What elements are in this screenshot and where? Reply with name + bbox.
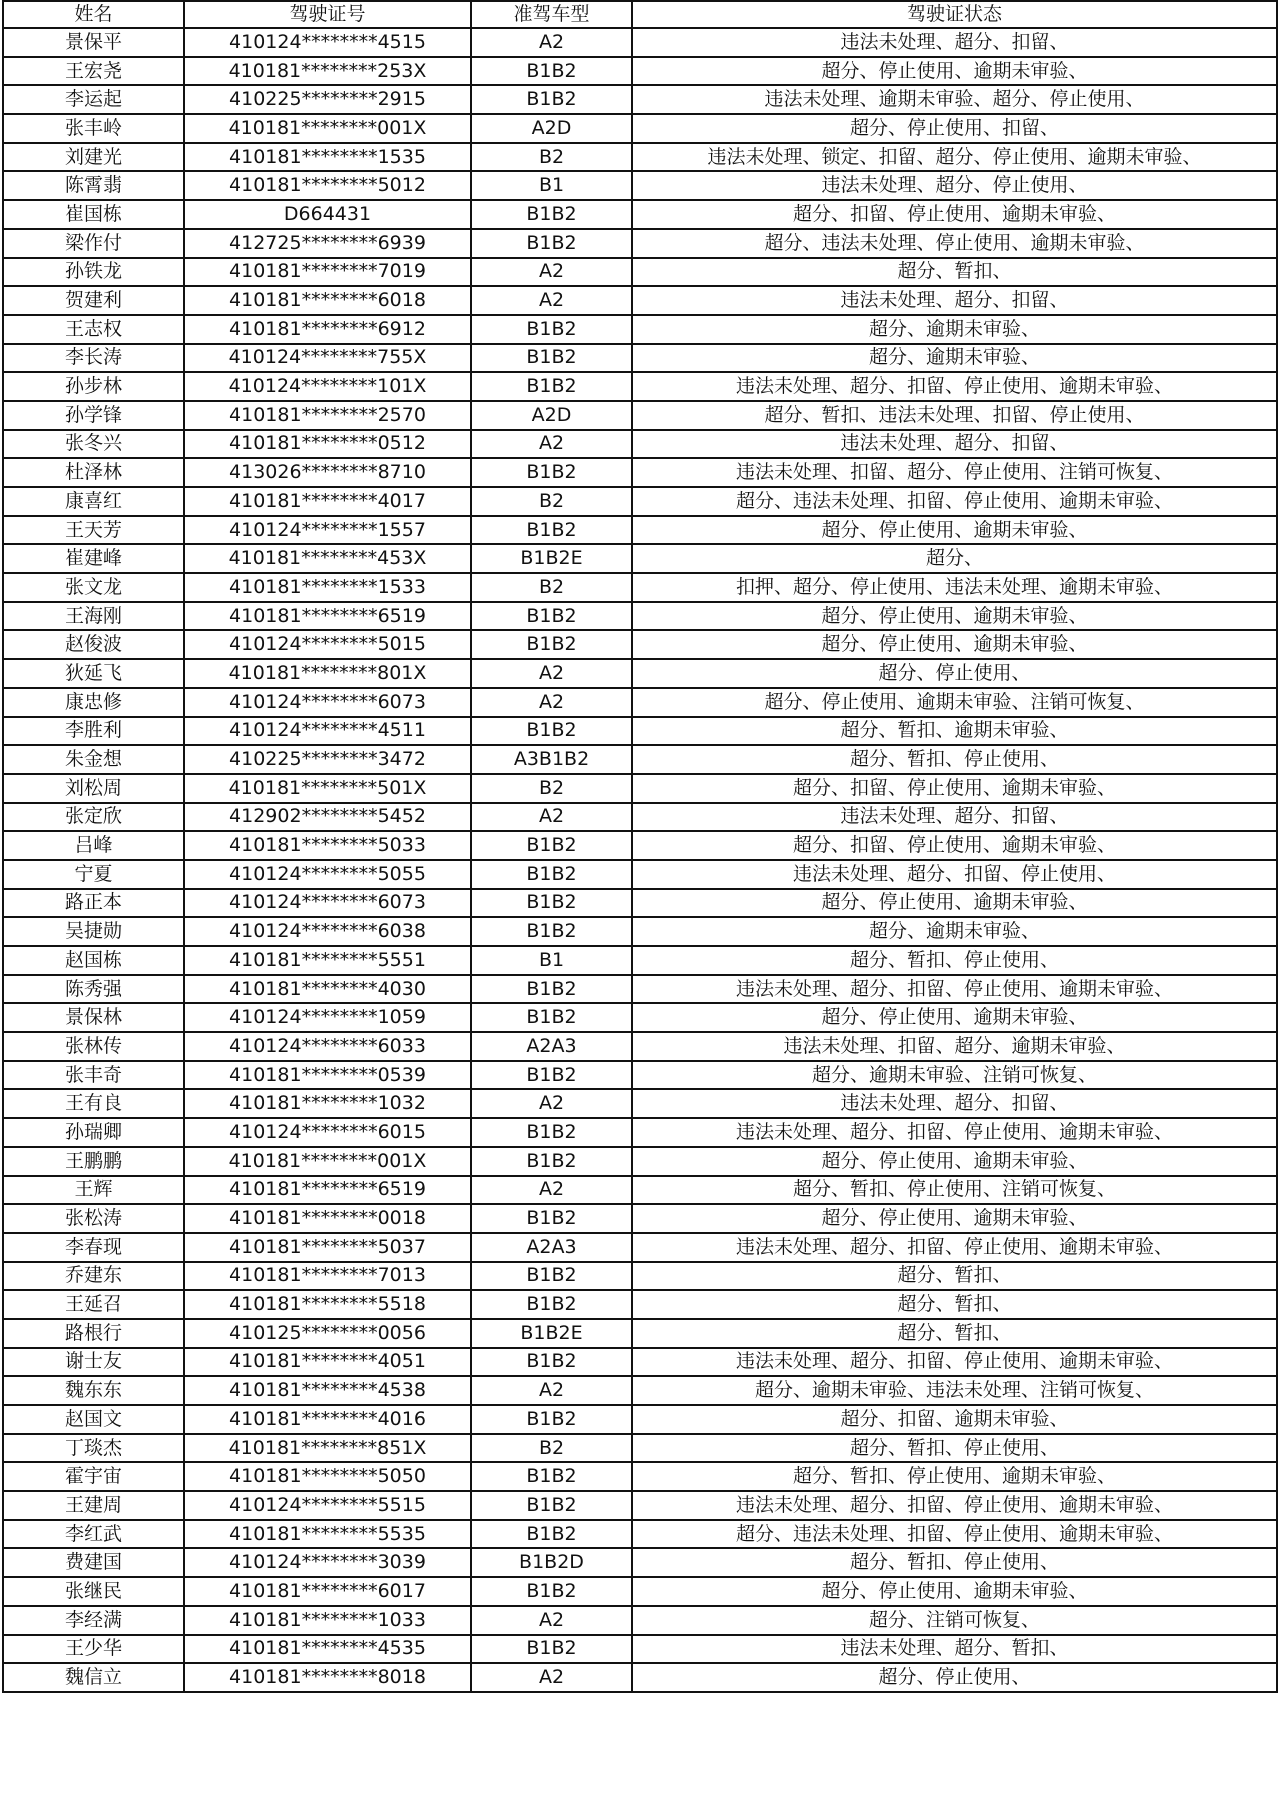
cell-license-number: 410181********7019 [184, 258, 471, 287]
header-row [3, 1, 1277, 28]
cell-license-status: 超分、停止使用、逾期未审验、 [632, 1147, 1277, 1176]
cell-name: 丁琰杰 [3, 1434, 184, 1463]
table-row [3, 1118, 1277, 1147]
cell-vehicle-class: B1B2 [471, 1491, 632, 1520]
table-row [3, 200, 1277, 229]
cell-vehicle-class: A2 [471, 688, 632, 717]
cell-name: 孙铁龙 [3, 258, 184, 287]
cell-license-status: 超分、逾期未审验、 [632, 917, 1277, 946]
cell-vehicle-class: B1B2 [471, 85, 632, 114]
cell-vehicle-class: A2 [471, 28, 632, 57]
cell-license-status: 超分、暂扣、停止使用、 [632, 946, 1277, 975]
cell-license-number: 410181********5535 [184, 1520, 471, 1549]
cell-license-status: 超分、逾期未审验、 [632, 315, 1277, 344]
cell-vehicle-class: A2 [471, 1663, 632, 1692]
cell-vehicle-class: B1B2 [471, 315, 632, 344]
table-row [3, 1204, 1277, 1233]
cell-license-status: 超分、停止使用、逾期未审验、注销可恢复、 [632, 688, 1277, 717]
cell-name: 王有良 [3, 1089, 184, 1118]
cell-vehicle-class: B2 [471, 487, 632, 516]
cell-license-number: 410181********6519 [184, 1176, 471, 1205]
cell-license-number: 410181********801X [184, 659, 471, 688]
table-row [3, 516, 1277, 545]
cell-license-number: 410181********5050 [184, 1462, 471, 1491]
cell-name: 景保平 [3, 28, 184, 57]
cell-vehicle-class: B1B2D [471, 1548, 632, 1577]
table-row [3, 344, 1277, 373]
cell-name: 赵俊波 [3, 630, 184, 659]
cell-vehicle-class: B1B2 [471, 1577, 632, 1606]
cell-license-number: 410124********1557 [184, 516, 471, 545]
cell-license-number: 410124********1059 [184, 1003, 471, 1032]
table-row [3, 1376, 1277, 1405]
table-row [3, 1348, 1277, 1377]
cell-vehicle-class: A2 [471, 1606, 632, 1635]
cell-license-status: 超分、暂扣、 [632, 1319, 1277, 1348]
cell-name: 魏信立 [3, 1663, 184, 1692]
cell-vehicle-class: B1B2 [471, 229, 632, 258]
table-row [3, 1577, 1277, 1606]
cell-license-number: 410181********4030 [184, 975, 471, 1004]
cell-license-number: 410181********1535 [184, 143, 471, 172]
cell-license-number: 410124********6015 [184, 1118, 471, 1147]
cell-name: 李春现 [3, 1233, 184, 1262]
cell-license-number: 410181********0512 [184, 430, 471, 459]
cell-license-status: 违法未处理、超分、扣留、停止使用、 [632, 860, 1277, 889]
table-row [3, 1147, 1277, 1176]
cell-name: 孙学锋 [3, 401, 184, 430]
table-row [3, 946, 1277, 975]
cell-license-number: 410225********2915 [184, 85, 471, 114]
table-row [3, 1405, 1277, 1434]
cell-license-number: 410181********0018 [184, 1204, 471, 1233]
cell-name: 李长涛 [3, 344, 184, 373]
cell-name: 刘建光 [3, 143, 184, 172]
cell-license-number: 410181********5551 [184, 946, 471, 975]
table-row [3, 401, 1277, 430]
cell-license-number: 410181********1533 [184, 573, 471, 602]
cell-license-number: 410181********453X [184, 544, 471, 573]
cell-vehicle-class: B1B2 [471, 1462, 632, 1491]
cell-license-status: 超分、暂扣、 [632, 1290, 1277, 1319]
table-row [3, 315, 1277, 344]
cell-name: 乔建东 [3, 1262, 184, 1291]
cell-license-status: 超分、逾期未审验、 [632, 344, 1277, 373]
cell-license-number: 410124********5055 [184, 860, 471, 889]
cell-vehicle-class: B2 [471, 774, 632, 803]
cell-name: 魏东东 [3, 1376, 184, 1405]
cell-license-status: 超分、停止使用、逾期未审验、 [632, 1577, 1277, 1606]
cell-vehicle-class: B2 [471, 1434, 632, 1463]
cell-license-status: 超分、停止使用、逾期未审验、 [632, 1204, 1277, 1233]
cell-name: 崔国栋 [3, 200, 184, 229]
cell-license-status: 违法未处理、扣留、超分、停止使用、注销可恢复、 [632, 458, 1277, 487]
cell-vehicle-class: B1 [471, 946, 632, 975]
cell-name: 张丰奇 [3, 1061, 184, 1090]
cell-license-number: 410181********4535 [184, 1635, 471, 1664]
table-row [3, 602, 1277, 631]
cell-license-number: 410181********501X [184, 774, 471, 803]
table-row [3, 1089, 1277, 1118]
cell-vehicle-class: B1B2 [471, 831, 632, 860]
cell-license-number: 410124********6073 [184, 889, 471, 918]
table-row [3, 1061, 1277, 1090]
cell-license-status: 违法未处理、超分、扣留、停止使用、逾期未审验、 [632, 1118, 1277, 1147]
cell-license-number: 410181********4538 [184, 1376, 471, 1405]
cell-license-status: 超分、暂扣、停止使用、逾期未审验、 [632, 1462, 1277, 1491]
cell-name: 贺建利 [3, 286, 184, 315]
table-row [3, 430, 1277, 459]
cell-license-number: 410181********5037 [184, 1233, 471, 1262]
cell-license-status: 违法未处理、超分、扣留、 [632, 28, 1277, 57]
cell-license-number: 410181********5012 [184, 171, 471, 200]
cell-name: 景保林 [3, 1003, 184, 1032]
table-row [3, 573, 1277, 602]
table-row [3, 860, 1277, 889]
cell-vehicle-class: B1B2 [471, 975, 632, 1004]
cell-license-status: 超分、停止使用、逾期未审验、 [632, 602, 1277, 631]
table-row [3, 28, 1277, 57]
cell-name: 李经满 [3, 1606, 184, 1635]
cell-vehicle-class: B1B2 [471, 717, 632, 746]
cell-vehicle-class: B1B2 [471, 1635, 632, 1664]
cell-license-status: 超分、暂扣、 [632, 1262, 1277, 1291]
table-row [3, 258, 1277, 287]
cell-name: 王少华 [3, 1635, 184, 1664]
table-row [3, 917, 1277, 946]
table-row [3, 286, 1277, 315]
cell-vehicle-class: A2 [471, 803, 632, 832]
cell-license-status: 超分、停止使用、扣留、 [632, 114, 1277, 143]
cell-license-status: 超分、停止使用、逾期未审验、 [632, 889, 1277, 918]
cell-name: 张冬兴 [3, 430, 184, 459]
cell-vehicle-class: B1B2 [471, 1118, 632, 1147]
cell-license-number: 410124********4515 [184, 28, 471, 57]
table-row [3, 229, 1277, 258]
table-row [3, 114, 1277, 143]
cell-license-status: 超分、注销可恢复、 [632, 1606, 1277, 1635]
cell-license-status: 超分、暂扣、 [632, 258, 1277, 287]
table-row [3, 1290, 1277, 1319]
cell-name: 王延召 [3, 1290, 184, 1319]
cell-name: 孙瑞卿 [3, 1118, 184, 1147]
cell-license-status: 超分、扣留、逾期未审验、 [632, 1405, 1277, 1434]
cell-license-number: 410181********6912 [184, 315, 471, 344]
cell-license-status: 违法未处理、超分、扣留、停止使用、逾期未审验、 [632, 372, 1277, 401]
cell-vehicle-class: B1B2E [471, 1319, 632, 1348]
table-row [3, 1491, 1277, 1520]
cell-license-status: 违法未处理、超分、扣留、停止使用、逾期未审验、 [632, 1491, 1277, 1520]
table-row [3, 85, 1277, 114]
cell-vehicle-class: B1B2 [471, 1348, 632, 1377]
table-row [3, 143, 1277, 172]
cell-name: 路正本 [3, 889, 184, 918]
cell-license-status: 超分、扣留、停止使用、逾期未审验、 [632, 200, 1277, 229]
cell-license-status: 违法未处理、超分、暂扣、 [632, 1635, 1277, 1664]
cell-license-number: 410181********4051 [184, 1348, 471, 1377]
cell-name: 梁作付 [3, 229, 184, 258]
cell-license-status: 超分、扣留、停止使用、逾期未审验、 [632, 831, 1277, 860]
cell-name: 张丰岭 [3, 114, 184, 143]
cell-license-status: 超分、暂扣、停止使用、注销可恢复、 [632, 1176, 1277, 1205]
cell-name: 康喜红 [3, 487, 184, 516]
cell-vehicle-class: A3B1B2 [471, 745, 632, 774]
table-row [3, 372, 1277, 401]
cell-license-number: 410181********6519 [184, 602, 471, 631]
table-row [3, 774, 1277, 803]
cell-vehicle-class: B1B2 [471, 344, 632, 373]
cell-name: 王辉 [3, 1176, 184, 1205]
table-row [3, 889, 1277, 918]
cell-name: 李红武 [3, 1520, 184, 1549]
cell-name: 王建周 [3, 1491, 184, 1520]
cell-license-status: 超分、暂扣、停止使用、 [632, 1548, 1277, 1577]
cell-license-number: 410181********6018 [184, 286, 471, 315]
cell-license-number: 410125********0056 [184, 1319, 471, 1348]
cell-license-status: 违法未处理、超分、扣留、停止使用、逾期未审验、 [632, 1348, 1277, 1377]
cell-license-number: 410181********001X [184, 114, 471, 143]
cell-vehicle-class: B1 [471, 171, 632, 200]
cell-license-status: 超分、暂扣、违法未处理、扣留、停止使用、 [632, 401, 1277, 430]
cell-vehicle-class: A2 [471, 258, 632, 287]
table-row [3, 1319, 1277, 1348]
cell-license-number: 410124********5015 [184, 630, 471, 659]
cell-license-number: 410181********6017 [184, 1577, 471, 1606]
table-row [3, 57, 1277, 86]
cell-license-status: 违法未处理、扣留、超分、逾期未审验、 [632, 1032, 1277, 1061]
cell-license-number: 410181********4016 [184, 1405, 471, 1434]
cell-vehicle-class: B1B2E [471, 544, 632, 573]
cell-license-number: 412725********6939 [184, 229, 471, 258]
cell-license-status: 超分、违法未处理、停止使用、逾期未审验、 [632, 229, 1277, 258]
cell-license-status: 超分、逾期未审验、注销可恢复、 [632, 1061, 1277, 1090]
cell-license-number: 410181********5033 [184, 831, 471, 860]
cell-name: 吕峰 [3, 831, 184, 860]
cell-license-number: 410124********6038 [184, 917, 471, 946]
cell-name: 李运起 [3, 85, 184, 114]
cell-license-number: 410124********755X [184, 344, 471, 373]
cell-license-status: 超分、违法未处理、扣留、停止使用、逾期未审验、 [632, 1520, 1277, 1549]
cell-license-status: 超分、 [632, 544, 1277, 573]
cell-license-status: 违法未处理、锁定、扣留、超分、停止使用、逾期未审验、 [632, 143, 1277, 172]
table-row [3, 831, 1277, 860]
header-vehicle-class: 准驾车型 [471, 1, 632, 28]
cell-license-status: 违法未处理、超分、扣留、停止使用、逾期未审验、 [632, 1233, 1277, 1262]
cell-name: 张松涛 [3, 1204, 184, 1233]
table-row [3, 487, 1277, 516]
cell-license-number: 410181********4017 [184, 487, 471, 516]
cell-name: 张定欣 [3, 803, 184, 832]
cell-license-number: 412902********5452 [184, 803, 471, 832]
cell-name: 孙步林 [3, 372, 184, 401]
cell-vehicle-class: A2 [471, 430, 632, 459]
cell-name: 赵国栋 [3, 946, 184, 975]
cell-name: 王天芳 [3, 516, 184, 545]
cell-name: 杜泽林 [3, 458, 184, 487]
cell-license-status: 超分、暂扣、停止使用、 [632, 1434, 1277, 1463]
cell-license-status: 超分、停止使用、逾期未审验、 [632, 630, 1277, 659]
cell-license-status: 违法未处理、超分、扣留、 [632, 803, 1277, 832]
cell-license-number: 410124********6073 [184, 688, 471, 717]
cell-license-number: 410124********3039 [184, 1548, 471, 1577]
cell-license-number: 410124********5515 [184, 1491, 471, 1520]
cell-vehicle-class: B1B2 [471, 630, 632, 659]
cell-name: 张文龙 [3, 573, 184, 602]
cell-vehicle-class: B1B2 [471, 889, 632, 918]
table-row [3, 1233, 1277, 1262]
table-row [3, 1606, 1277, 1635]
cell-license-number: 410181********1032 [184, 1089, 471, 1118]
table-row [3, 975, 1277, 1004]
header-license-status: 驾驶证状态 [632, 1, 1277, 28]
cell-license-status: 超分、暂扣、逾期未审验、 [632, 717, 1277, 746]
cell-vehicle-class: A2 [471, 1089, 632, 1118]
table-row [3, 1032, 1277, 1061]
cell-license-status: 超分、停止使用、逾期未审验、 [632, 516, 1277, 545]
cell-vehicle-class: B1B2 [471, 1405, 632, 1434]
cell-license-number: 410124********4511 [184, 717, 471, 746]
cell-vehicle-class: B1B2 [471, 1147, 632, 1176]
cell-name: 刘松周 [3, 774, 184, 803]
cell-license-number: 410181********0539 [184, 1061, 471, 1090]
cell-license-status: 违法未处理、超分、扣留、停止使用、逾期未审验、 [632, 975, 1277, 1004]
cell-license-status: 违法未处理、超分、扣留、 [632, 1089, 1277, 1118]
cell-name: 宁夏 [3, 860, 184, 889]
cell-name: 陈霄翡 [3, 171, 184, 200]
cell-name: 费建国 [3, 1548, 184, 1577]
table-row [3, 1462, 1277, 1491]
cell-name: 张继民 [3, 1577, 184, 1606]
cell-vehicle-class: A2A3 [471, 1032, 632, 1061]
cell-vehicle-class: B1B2 [471, 1003, 632, 1032]
cell-vehicle-class: B1B2 [471, 458, 632, 487]
table-row [3, 1548, 1277, 1577]
table-row [3, 1262, 1277, 1291]
cell-vehicle-class: A2 [471, 286, 632, 315]
cell-license-status: 超分、停止使用、 [632, 1663, 1277, 1692]
license-status-table [2, 0, 1278, 1693]
table-row [3, 745, 1277, 774]
table-row [3, 1176, 1277, 1205]
cell-name: 王海刚 [3, 602, 184, 631]
table-row [3, 458, 1277, 487]
cell-license-number: 410225********3472 [184, 745, 471, 774]
cell-vehicle-class: B1B2 [471, 917, 632, 946]
cell-vehicle-class: B2 [471, 143, 632, 172]
cell-vehicle-class: B1B2 [471, 602, 632, 631]
cell-name: 李胜利 [3, 717, 184, 746]
cell-name: 陈秀强 [3, 975, 184, 1004]
cell-name: 霍宇宙 [3, 1462, 184, 1491]
cell-vehicle-class: A2 [471, 1176, 632, 1205]
cell-vehicle-class: B1B2 [471, 1262, 632, 1291]
cell-name: 王志权 [3, 315, 184, 344]
cell-name: 康忠修 [3, 688, 184, 717]
header-license-number: 驾驶证号 [184, 1, 471, 28]
cell-name: 吴捷勋 [3, 917, 184, 946]
cell-license-status: 违法未处理、超分、扣留、 [632, 286, 1277, 315]
table-row [3, 803, 1277, 832]
cell-name: 路根行 [3, 1319, 184, 1348]
cell-license-number: 413026********8710 [184, 458, 471, 487]
cell-license-status: 超分、暂扣、停止使用、 [632, 745, 1277, 774]
table-row [3, 688, 1277, 717]
cell-license-status: 超分、停止使用、 [632, 659, 1277, 688]
table-row [3, 544, 1277, 573]
cell-vehicle-class: B1B2 [471, 860, 632, 889]
cell-vehicle-class: B1B2 [471, 372, 632, 401]
table-row [3, 659, 1277, 688]
cell-license-number: 410124********6033 [184, 1032, 471, 1061]
cell-name: 王鹏鹏 [3, 1147, 184, 1176]
cell-vehicle-class: A2D [471, 401, 632, 430]
cell-license-status: 违法未处理、超分、停止使用、 [632, 171, 1277, 200]
cell-vehicle-class: B1B2 [471, 516, 632, 545]
cell-license-status: 超分、扣留、停止使用、逾期未审验、 [632, 774, 1277, 803]
table-row [3, 1663, 1277, 1692]
cell-vehicle-class: A2 [471, 1376, 632, 1405]
cell-name: 崔建峰 [3, 544, 184, 573]
table-row [3, 717, 1277, 746]
cell-license-number: 410181********5518 [184, 1290, 471, 1319]
header-name: 姓名 [3, 1, 184, 28]
cell-vehicle-class: B1B2 [471, 57, 632, 86]
cell-license-status: 超分、违法未处理、扣留、停止使用、逾期未审验、 [632, 487, 1277, 516]
cell-license-number: 410181********1033 [184, 1606, 471, 1635]
cell-name: 朱金想 [3, 745, 184, 774]
cell-license-number: 410124********101X [184, 372, 471, 401]
cell-vehicle-class: A2A3 [471, 1233, 632, 1262]
table-body [3, 28, 1277, 1692]
cell-license-status: 扣押、超分、停止使用、违法未处理、逾期未审验、 [632, 573, 1277, 602]
cell-name: 张林传 [3, 1032, 184, 1061]
cell-license-status: 超分、逾期未审验、违法未处理、注销可恢复、 [632, 1376, 1277, 1405]
cell-vehicle-class: A2 [471, 659, 632, 688]
cell-license-number: 410181********851X [184, 1434, 471, 1463]
cell-license-number: 410181********001X [184, 1147, 471, 1176]
cell-vehicle-class: A2D [471, 114, 632, 143]
cell-name: 赵国文 [3, 1405, 184, 1434]
cell-name: 狄延飞 [3, 659, 184, 688]
cell-vehicle-class: B1B2 [471, 1061, 632, 1090]
cell-vehicle-class: B2 [471, 573, 632, 602]
table-row [3, 1003, 1277, 1032]
cell-vehicle-class: B1B2 [471, 200, 632, 229]
cell-vehicle-class: B1B2 [471, 1204, 632, 1233]
cell-vehicle-class: B1B2 [471, 1290, 632, 1319]
cell-license-number: 410181********8018 [184, 1663, 471, 1692]
table-row [3, 171, 1277, 200]
cell-license-status: 超分、停止使用、逾期未审验、 [632, 57, 1277, 86]
cell-license-number: 410181********2570 [184, 401, 471, 430]
cell-license-number: 410181********253X [184, 57, 471, 86]
table-row [3, 1434, 1277, 1463]
cell-vehicle-class: B1B2 [471, 1520, 632, 1549]
cell-license-status: 超分、停止使用、逾期未审验、 [632, 1003, 1277, 1032]
table-row [3, 630, 1277, 659]
cell-license-number: 410181********7013 [184, 1262, 471, 1291]
cell-license-status: 违法未处理、超分、扣留、 [632, 430, 1277, 459]
cell-name: 谢士友 [3, 1348, 184, 1377]
cell-license-status: 违法未处理、逾期未审验、超分、停止使用、 [632, 85, 1277, 114]
table-row [3, 1520, 1277, 1549]
cell-name: 王宏尧 [3, 57, 184, 86]
cell-license-number: D664431 [184, 200, 471, 229]
table-row [3, 1635, 1277, 1664]
